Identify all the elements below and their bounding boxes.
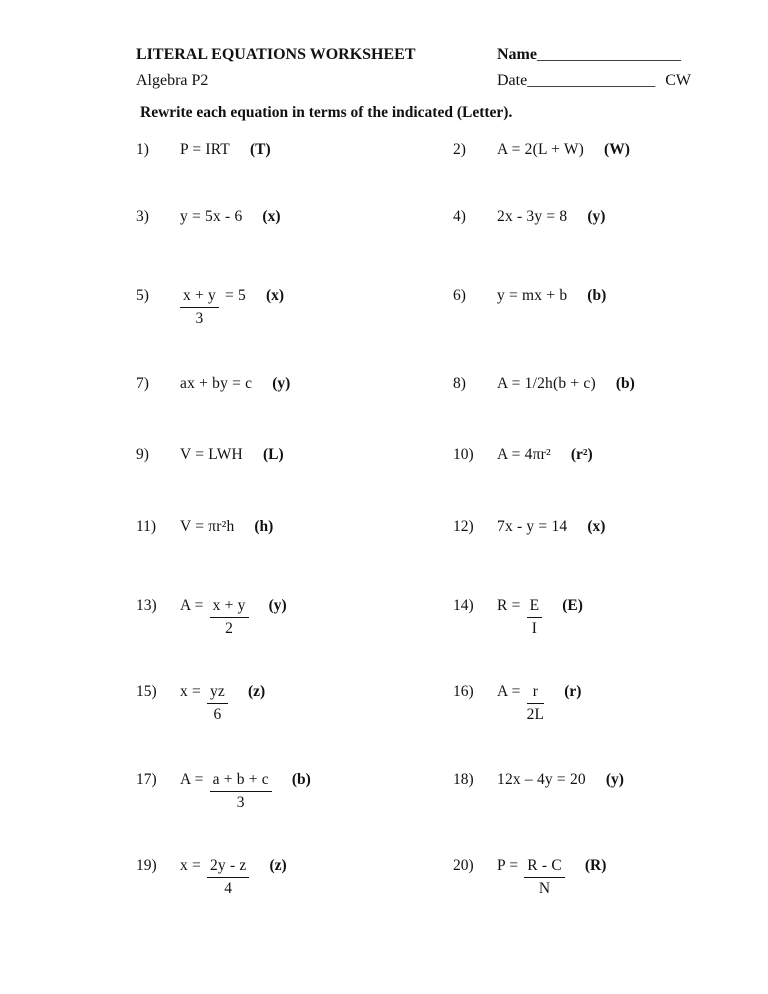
indicated-letter: (r²): [570, 446, 593, 463]
equation: [497, 518, 567, 535]
equation: [497, 597, 542, 637]
equation: [497, 446, 551, 463]
indicated-letter: (y): [268, 597, 287, 614]
instruction-text: Rewrite each equation in terms of the indicated (Letter).: [140, 104, 513, 121]
equation-lhs: V = πr²h: [180, 518, 235, 535]
equation-lhs: A =: [497, 683, 521, 700]
problem-7: [136, 375, 290, 394]
worksheet-title: LITERAL EQUATIONS WORKSHEET: [136, 46, 416, 63]
fraction-numerator: r: [527, 683, 545, 704]
indicated-letter: (y): [605, 771, 624, 788]
fraction: [527, 683, 545, 724]
indicated-letter: (h): [254, 518, 274, 535]
equation-lhs: x =: [180, 683, 201, 700]
indicated-letter: (x): [587, 518, 606, 535]
indicated-letter: (x): [265, 287, 285, 304]
fraction-denominator: N: [538, 879, 551, 897]
course-subtitle: Algebra P2: [136, 72, 209, 89]
problem-number: 11): [136, 518, 157, 535]
fraction-numerator: yz: [207, 683, 228, 704]
fraction-denominator: 2L: [526, 705, 545, 723]
problem-1: [136, 141, 271, 160]
indicated-letter: (b): [615, 375, 635, 392]
indicated-letter: (b): [587, 287, 607, 304]
equation: [180, 375, 252, 392]
name-field: [497, 45, 681, 64]
problem-number: 5): [136, 287, 149, 304]
equation-lhs: A = 1/2h(b + c): [497, 375, 596, 392]
equation-lhs: y = 5x - 6: [180, 208, 243, 225]
indicated-letter: (z): [269, 857, 287, 874]
problem-8: [453, 375, 635, 394]
indicated-letter: (y): [587, 208, 606, 225]
problem-number: 20): [453, 857, 474, 874]
equation: [180, 857, 249, 897]
problem-number: 3): [136, 208, 149, 225]
problem-12: [453, 518, 605, 537]
equation-lhs: y = mx + b: [497, 287, 568, 304]
problem-6: [453, 287, 606, 306]
equation: [180, 518, 234, 535]
equation: [497, 683, 545, 723]
equation: [180, 208, 242, 225]
fraction-denominator: 3: [236, 793, 245, 811]
indicated-letter: (x): [262, 208, 281, 225]
name-blank-line: __________________: [536, 46, 681, 63]
indicated-letter: (T): [249, 141, 271, 158]
fraction-numerator: 2y - z: [207, 857, 250, 878]
problem-number: 6): [453, 287, 466, 304]
problem-number: 19): [136, 857, 157, 874]
problem-number: 8): [453, 375, 466, 392]
problem-16: [453, 683, 581, 724]
equation: [497, 208, 567, 225]
indicated-letter: (z): [248, 683, 266, 700]
fraction-numerator: x + y: [210, 597, 249, 618]
fraction: [207, 857, 250, 898]
equation: [180, 683, 228, 723]
equation-lhs: R =: [497, 597, 521, 614]
equation-lhs: P = IRT: [180, 141, 230, 158]
equation-lhs: A =: [180, 771, 204, 788]
equation-lhs: V = LWH: [180, 446, 243, 463]
fraction-denominator: 3: [195, 309, 204, 327]
equation-lhs: 12x – 4y = 20: [497, 771, 586, 788]
problem-number: 17): [136, 771, 157, 788]
equation-lhs: A = 2(L + W): [497, 141, 585, 158]
problem-number: 18): [453, 771, 474, 788]
equation-rhs: = 5: [225, 287, 246, 304]
problem-number: 4): [453, 208, 466, 225]
fraction: [180, 287, 219, 328]
problem-number: 12): [453, 518, 474, 535]
indicated-letter: (y): [272, 375, 291, 392]
indicated-letter: (E): [562, 597, 583, 614]
problem-3: [136, 208, 280, 227]
problem-number: 1): [136, 141, 149, 158]
equation: [180, 446, 243, 463]
fraction: [524, 857, 565, 898]
name-label: Name: [497, 46, 537, 63]
indicated-letter: (R): [584, 857, 607, 874]
equation: [180, 597, 249, 637]
equation-lhs: 7x - y = 14: [497, 518, 568, 535]
equation: [497, 771, 586, 788]
cw-label: CW: [665, 72, 691, 89]
fraction-denominator: I: [531, 619, 538, 637]
problem-11: [136, 518, 273, 537]
equation-lhs: A = 4πr²: [497, 446, 551, 463]
equation: [497, 375, 596, 392]
indicated-letter: (W): [604, 141, 630, 158]
equation: [497, 857, 565, 897]
fraction-numerator: x + y: [180, 287, 219, 308]
indicated-letter: (r): [564, 683, 582, 700]
problem-19: [136, 857, 287, 898]
problem-2: [453, 141, 630, 160]
equation: [497, 287, 567, 304]
fraction-numerator: a + b + c: [210, 771, 272, 792]
equation-lhs: x =: [180, 857, 201, 874]
problem-14: [453, 597, 583, 638]
problem-number: 16): [453, 683, 474, 700]
date-field: [497, 71, 691, 90]
problem-4: [453, 208, 605, 227]
date-label: Date: [497, 72, 528, 89]
problem-number: 10): [453, 446, 474, 463]
equation-lhs: 2x - 3y = 8: [497, 208, 568, 225]
problem-20: [453, 857, 606, 898]
equation-lhs: A =: [180, 597, 204, 614]
equation: [180, 287, 246, 327]
problem-number: 2): [453, 141, 466, 158]
indicated-letter: (L): [262, 446, 284, 463]
fraction: [210, 771, 272, 812]
problem-10: [453, 446, 593, 465]
fraction: [207, 683, 228, 724]
problem-number: 14): [453, 597, 474, 614]
equation: [180, 771, 272, 811]
fraction-denominator: 6: [213, 705, 222, 723]
fraction: [210, 597, 249, 638]
problem-13: [136, 597, 287, 638]
fraction-denominator: 4: [224, 879, 233, 897]
fraction-numerator: E: [527, 597, 543, 618]
problem-number: 9): [136, 446, 149, 463]
problem-15: [136, 683, 265, 724]
indicated-letter: (b): [291, 771, 311, 788]
fraction: [527, 597, 543, 638]
fraction-denominator: 2: [225, 619, 234, 637]
equation: [180, 141, 230, 158]
fraction-numerator: R - C: [524, 857, 565, 878]
problem-number: 7): [136, 375, 149, 392]
problem-number: 15): [136, 683, 157, 700]
problem-5: [136, 287, 284, 328]
problem-17: [136, 771, 311, 812]
problem-18: [453, 771, 624, 790]
date-blank-line: ________________: [527, 72, 656, 89]
problem-9: [136, 446, 284, 465]
problem-number: 13): [136, 597, 157, 614]
equation-lhs: P =: [497, 857, 519, 874]
equation: [497, 141, 584, 158]
equation-lhs: ax + by = c: [180, 375, 253, 392]
